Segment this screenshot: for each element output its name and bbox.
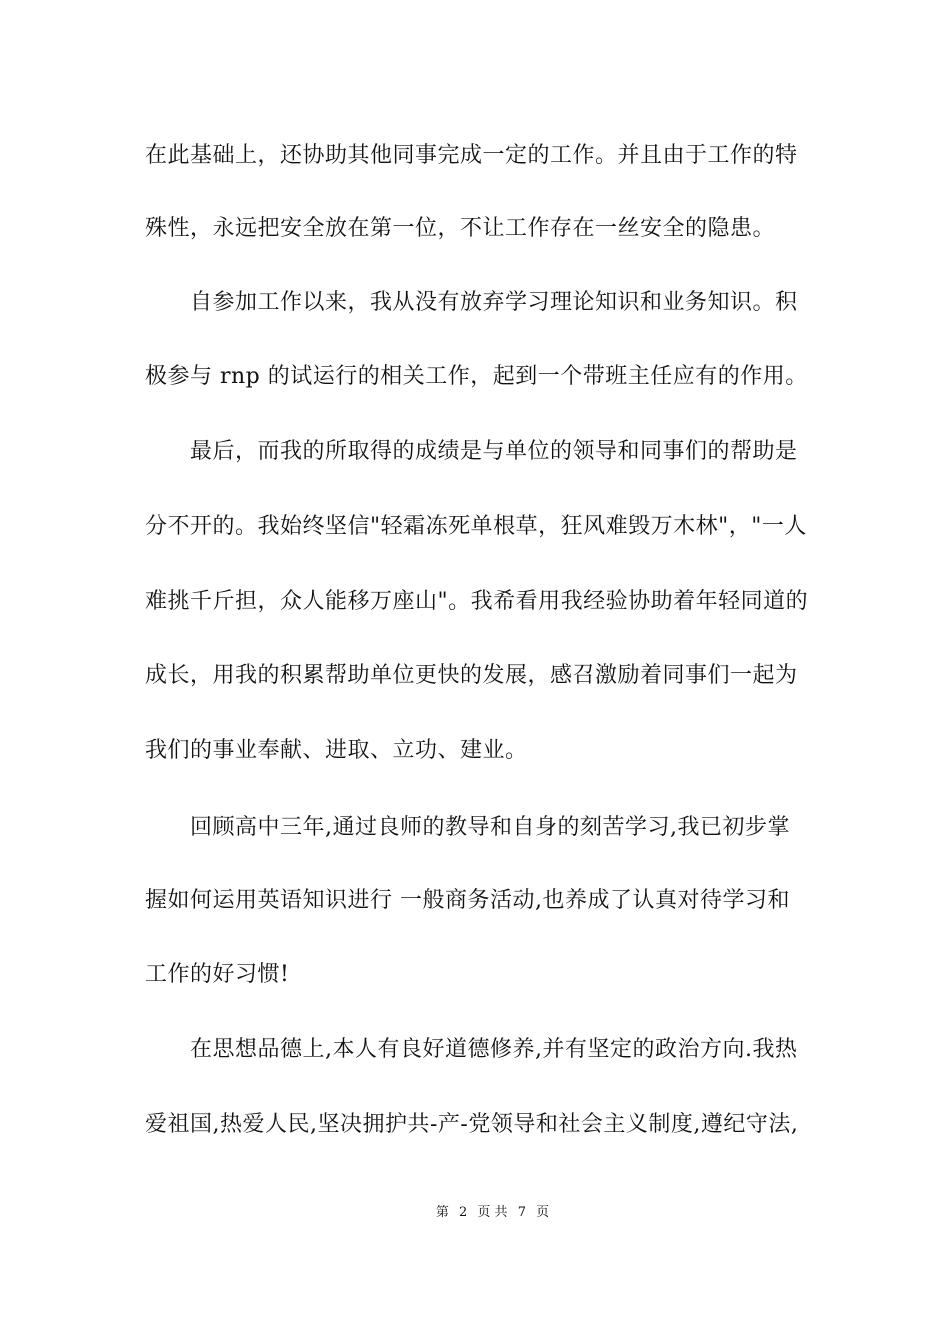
total-page-number: 7 [517,1205,526,1220]
page-suffix: 页 [536,1205,550,1220]
page-number [433,1204,552,1222]
page-footer [0,1204,950,1222]
paragraph-line: 我们的事业奉献、进取、立功、建业。 [145,738,528,763]
paragraph-line: 极参与 rnp 的试运行的相关工作，起到一个带班主任应有的作用。 [145,364,808,389]
page-prefix: 第 [435,1205,449,1220]
paragraph-line: 在此基础上，还协助其他同事完成一定的工作。并且由于工作的特 [145,143,798,168]
paragraph-line: 难挑千斤担，众人能移万座山"。我希看用我经验协助着年轻同道的 [145,589,809,614]
paragraph-line: 分不开的。我始终坚信"轻霜冻死单根草，狂风难毁万木林"，"一人 [145,514,807,539]
page-middle-text: 页 共 [477,1205,508,1220]
paragraph-line: 爱祖国,热爱人民,坚决拥护共-产-党领导和社会主义制度,遵纪守法, [145,1112,799,1137]
current-page-number: 2 [459,1205,468,1220]
paragraph-line: 成长，用我的积累帮助单位更快的发展，感召激励着同事们一起为 [145,663,798,688]
paragraph-line: 自参加工作以来，我从没有放弃学习理论知识和业务知识。积 [190,290,798,315]
paragraph-line: 在思想品德上,本人有良好道德修养,并有坚定的政治方向.我热 [190,1037,798,1062]
paragraph-line: 回顾高中三年,通过良师的教导和自身的刻苦学习,我已初步掌 [190,815,790,840]
paragraph-line: 最后，而我的所取得的成绩是与单位的领导和同事们的帮助是 [190,439,798,464]
paragraph-line: 握如何运用英语知识进行 一般商务活动,也养成了认真对待学习和 [145,888,790,913]
paragraph-line: 殊性，永远把安全放在第一位，不让工作存在一丝安全的隐患。 [145,216,776,241]
paragraph-line: 工作的好习惯! [145,962,290,987]
